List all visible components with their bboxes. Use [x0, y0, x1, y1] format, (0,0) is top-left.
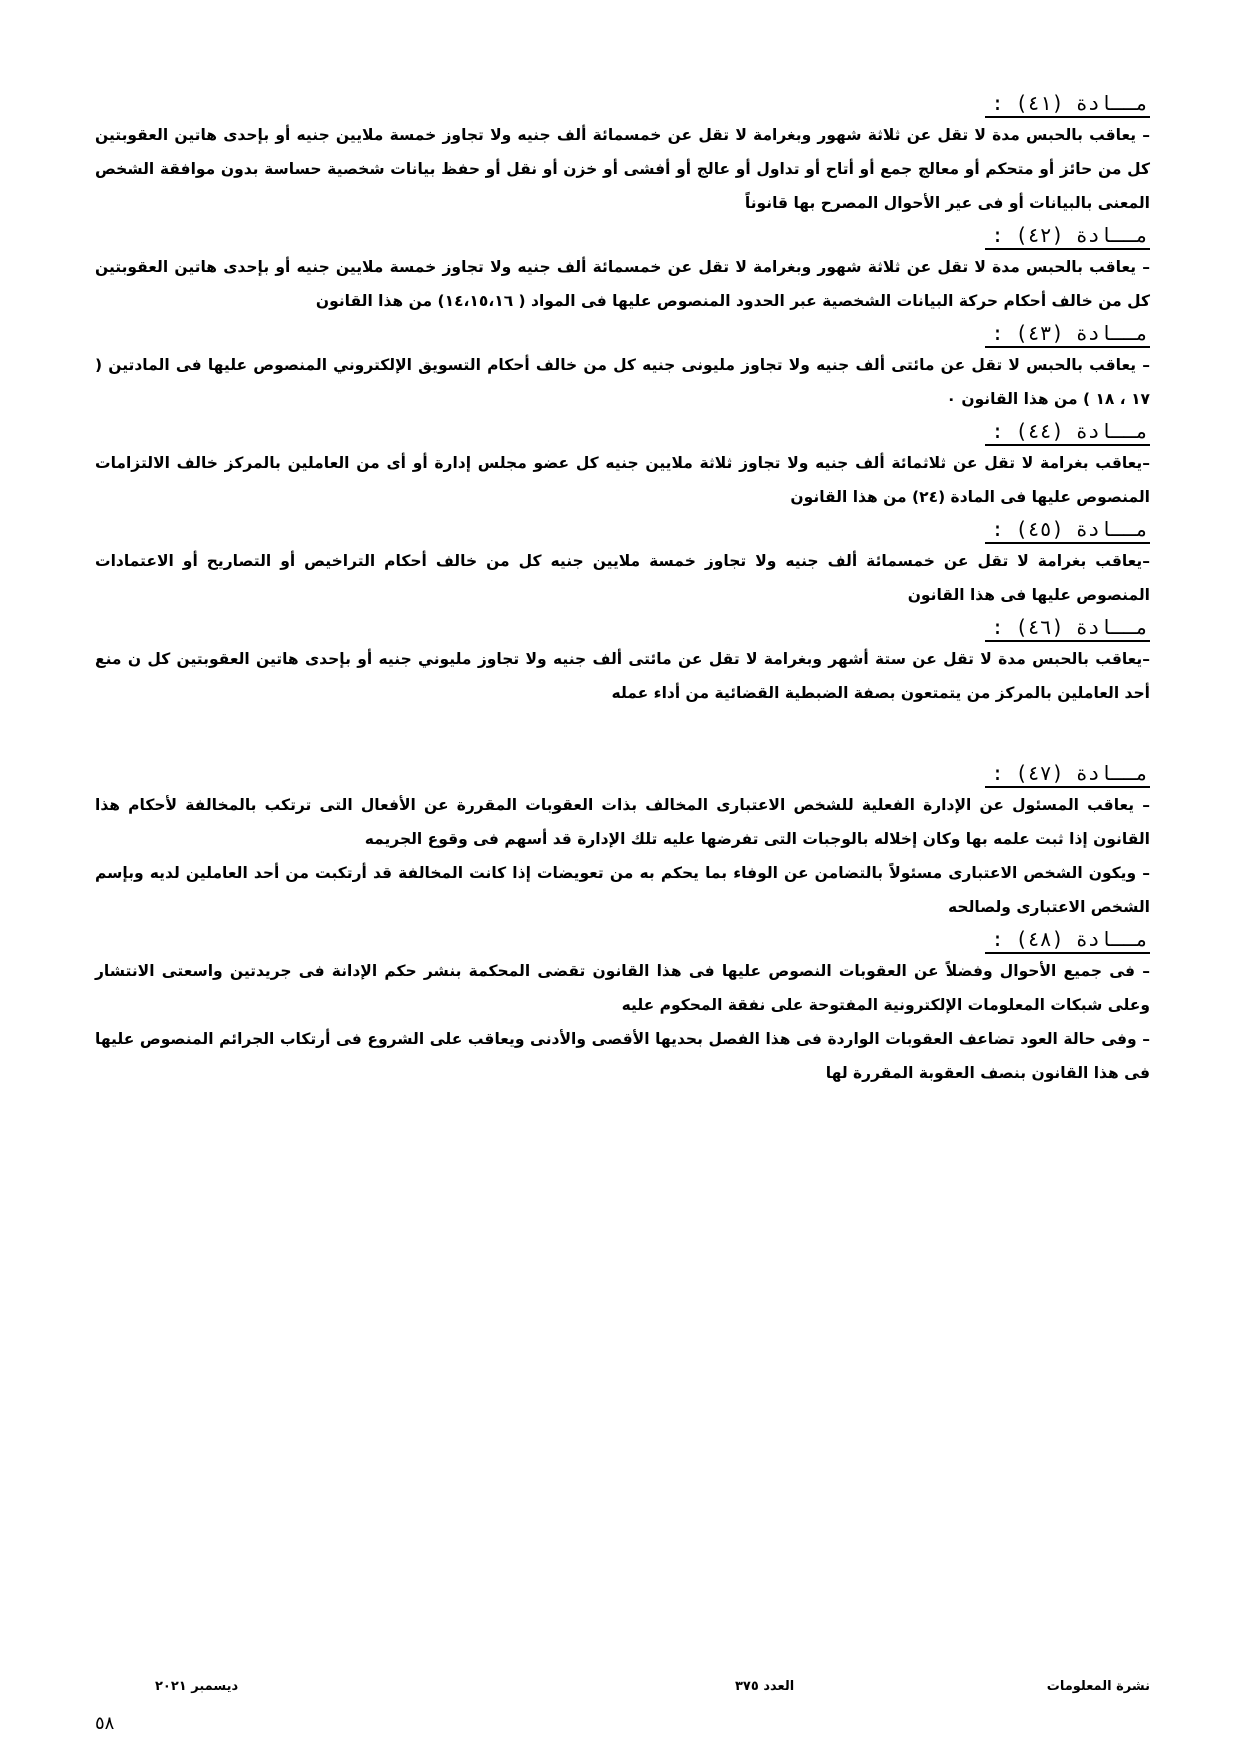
article-43-text: – يعاقب بالحبس لا تقل عن مائتى ألف جنيه ولا تجاوز مليونى جنيه كل من خالف أحكام التسويق الإلكتروني المنصوص عليها فى المادتين ( ١٧ ، ١٨ ) من هذا القانون ٠: [95, 356, 1150, 408]
article-41-heading: مــادة (٤١) :: [95, 90, 1150, 118]
page-footer: [95, 1675, 1150, 1699]
article-46-text: –يعاقب بالحبس مدة لا تقل عن ستة أشهر وبغرامة لا تقل عن مائتى ألف جنيه ولا تجاوز مليوني جنيه أو بإحدى هاتين العقوبتين كل ن منع أحد العاملين بالمركز من يتمتعون بصفة الضبطية القضائية من أداء عمله: [95, 650, 1150, 702]
section-gap: [95, 710, 1150, 758]
page-number: ٥٨: [95, 1713, 115, 1734]
footer-publication: نشرة المعلومات: [1046, 1679, 1150, 1694]
article-44-text: –يعاقب بغرامة لا تقل عن ثلاثمائة ألف جنيه ولا تجاوز ثلاثة ملايين جنيه كل عضو مجلس إدارة أو أى من العاملين بالمركز خالف الالتزامات المنصوص عليها فى المادة (٢٤) من هذا القانون: [95, 454, 1150, 506]
article-43-heading: مــادة (٤٣) :: [95, 320, 1150, 348]
document-body: [95, 88, 1150, 1090]
article-42-text: – يعاقب بالحبس مدة لا تقل عن ثلاثة شهور وبغرامة لا تقل عن خمسمائة ألف جنيه ولا تجاوز خمسة ملايين جنيه أو بإحدى هاتين العقوبتين كل من خالف أحكام حركة البيانات الشخصية عبر الحدود المنصوص عليها فى المواد ( ١٤،١٥،١٦) من هذا القانون: [95, 258, 1150, 310]
article-47-heading: مــادة (٤٧) :: [95, 760, 1150, 788]
article-47-text-2: – ويكون الشخص الاعتبارى مسئولاً بالتضامن عن الوفاء بما يحكم به من تعويضات إذا كانت المخالفة قد أرتكبت من أحد العاملين لديه وبإسم الشخص الاعتبارى ولصالحه: [95, 864, 1150, 916]
footer-date: ديسمبر ٢٠٢١: [155, 1679, 239, 1694]
article-48-text-1: – فى جميع الأحوال وفضلاً عن العقوبات النصوص عليها فى هذا القانون تقضى المحكمة بنشر حكم الإدانة فى جريدتين واسعتى الانتشار وعلى شبكات المعلومات الإلكترونية المفتوحة على نفقة المحكوم عليه: [95, 962, 1150, 1014]
footer-issue: العدد ٣٧٥: [735, 1679, 795, 1694]
article-47-text-1: – يعاقب المسئول عن الإدارة الفعلية للشخص الاعتبارى المخالف بذات العقوبات المقررة عن الأفعال التى ترتكب بالمخالفة لأحكام هذا القانون إذا ثبت علمه بها وكان إخلاله بالوجبات التى تفرضها عليه تلك الإدارة قد أسهم فى وقوع الجريمه: [95, 796, 1150, 848]
article-48-text-2: – وفى حالة العود تضاعف العقوبات الواردة فى هذا الفصل بحديها الأقصى والأدنى ويعاقب على الشروع فى أرتكاب الجرائم المنصوص عليها فى هذا القانون بنصف العقوبة المقررة لها: [95, 1030, 1150, 1082]
article-46-heading: مــادة (٤٦) :: [95, 614, 1150, 642]
article-48-heading: مــادة (٤٨) :: [95, 926, 1150, 954]
article-45-heading: مــادة (٤٥) :: [95, 516, 1150, 544]
article-42-heading: مــادة (٤٢) :: [95, 222, 1150, 250]
article-45-text: –يعاقب بغرامة لا تقل عن خمسمائة ألف جنيه ولا تجاوز خمسة ملايين جنيه كل من خالف أحكام التراخيص أو التصاريح أو الاعتمادات المنصوص عليها فى هذا القانون: [95, 552, 1150, 604]
article-44-heading: مــادة (٤٤) :: [95, 418, 1150, 446]
article-41-text: – يعاقب بالحبس مدة لا تقل عن ثلاثة شهور وبغرامة لا تقل عن خمسمائة ألف جنيه ولا تجاوز خمسة ملايين جنيه أو بإحدى هاتين العقوبتين كل من حائز أو متحكم أو معالج جمع أو أتاح أو تداول أو عالج أو أفشى أو خزن أو نقل أو حفظ بيانات شخصية حساسة بدون موافقة الشخص المعنى بالبيانات أو فى عير الأحوال المصرح بها قانوناً: [95, 126, 1150, 212]
